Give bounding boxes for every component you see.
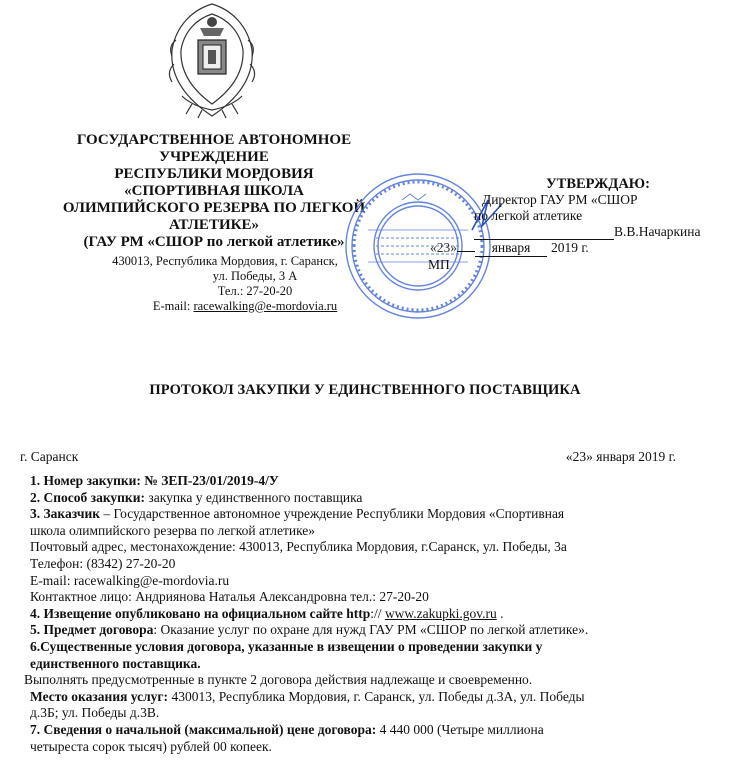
org-line: ОЛИМПИЙСКОГО РЕЗЕРВА ПО ЛЕГКОЙ <box>62 200 366 216</box>
item-4-end: . <box>496 605 504 621</box>
organization-name <box>44 132 384 251</box>
service-place <box>30 689 676 706</box>
approval-signer: В.В.Начаркина <box>614 224 701 239</box>
item-3-cont: школа олимпийского резерва по легкой атлетике» <box>30 522 316 538</box>
document-date: «23» января 2019 г. <box>565 449 676 464</box>
approval-month: января <box>475 240 547 257</box>
item-3-contact: Контактное лицо: Андриянова Наталья Александровна тел.: 27-20-20 <box>30 589 429 605</box>
item-1-value: № ЗЕП-23/01/2019-4/У <box>144 473 279 488</box>
org-line: «СПОРТИВНАЯ ШКОЛА <box>124 183 304 199</box>
item-4 <box>30 606 676 623</box>
item-6: 6.Существенные условия договора, указанные в извещении о проведении закупки у <box>30 638 543 654</box>
approval-signer-line <box>470 224 720 240</box>
org-line: АТЛЕТИКЕ» <box>168 217 259 233</box>
approval-position-cont: по легкой атлетике <box>474 208 583 223</box>
approval-mp: МП <box>428 257 450 272</box>
item-5-value: : Оказание услуг по охране для нужд ГАУ РМ «СШОР по легкой атлетике». <box>153 622 589 638</box>
item-7 <box>30 722 676 739</box>
coat-of-arms-emblem <box>162 0 262 122</box>
item-3-email: E-mail: racewalking@e-mordovia.ru <box>30 572 230 588</box>
email-label: E-mail: <box>152 299 194 313</box>
email-link[interactable]: racewalking@e-mordovia.ru <box>193 299 338 313</box>
item-5 <box>30 622 676 639</box>
item-2-value: закупка у единственного поставщика <box>148 489 363 505</box>
phone-line: Тел.: 27-20-20 <box>217 284 293 298</box>
approval-day: «23» <box>430 240 457 255</box>
org-line: (ГАУ РМ «СШОР по легкой атлетике» <box>83 234 345 250</box>
address-line: 430013, Республика Мордовия, г. Саранск, <box>112 254 338 268</box>
document-place: г. Саранск <box>20 449 79 464</box>
item-1 <box>30 473 676 490</box>
approval-date-line <box>430 240 720 257</box>
item-6-cont: единственного поставщика. <box>30 655 201 671</box>
item-4-label: 4. Извещение опубликовано на официальном сайте http <box>30 605 371 621</box>
item-7-value: 4 440 000 (Четыре миллиона <box>376 721 544 737</box>
item-7-cont: четыреста сорок тысяч) рублей 00 копеек. <box>30 738 272 754</box>
org-line: УЧРЕЖДЕНИЕ <box>159 149 269 165</box>
item-2 <box>30 490 676 507</box>
item-3-value: – Государственное автономное учреждение Республики Мордовия «Спортивная <box>100 506 565 522</box>
document-title: ПРОТОКОЛ ЗАКУПКИ У ЕДИНСТВЕННОГО ПОСТАВЩИКА <box>149 382 581 398</box>
item-6-text: Выполнять предусмотренные в пункте 2 договора действия надлежаще и своевременно. <box>24 672 533 688</box>
org-line: ГОСУДАРСТВЕННОЕ АВТОНОМНОЕ <box>76 132 352 148</box>
item-3 <box>30 506 676 523</box>
service-place-label: Место оказания услуг: <box>30 688 169 704</box>
item-4-mid: :// <box>370 605 385 621</box>
item-5-label: 5. Предмет договора <box>30 622 154 638</box>
item-1-label: 1. Номер закупки: <box>30 473 145 488</box>
item-2-label: 2. Способ закупки: <box>30 489 149 505</box>
item-4-site-link[interactable]: www.zakupki.gov.ru <box>384 605 497 621</box>
email-line <box>60 299 390 314</box>
item-3-postal: Почтовый адрес, местонахождение: 430013, Республика Мордовия, г.Саранск, ул. Победы, 3а <box>30 539 567 555</box>
approval-heading: УТВЕРЖДАЮ: <box>546 176 650 192</box>
service-place-value: 430013, Республика Мордовия, г. Саранск, ул. Победы д.3А, ул. Победы <box>168 688 585 704</box>
approval-position: Директор ГАУ РМ «СШОР <box>482 192 638 207</box>
approval-block <box>428 176 720 273</box>
organization-address <box>60 254 390 314</box>
service-place-cont: д.3Б; ул. Победы д.3В. <box>30 705 160 721</box>
item-3-label: 3. Заказчик <box>30 506 101 522</box>
address-line: ул. Победы, 3 А <box>212 269 298 283</box>
item-7-label: 7. Сведения о начальной (максимальной) цене договора: <box>30 721 377 737</box>
approval-year: 2019 г. <box>551 240 589 255</box>
document-body <box>24 473 676 755</box>
item-3-phone: Телефон: (8342) 27-20-20 <box>30 555 176 571</box>
org-line: РЕСПУБЛИКИ МОРДОВИЯ <box>114 166 314 182</box>
